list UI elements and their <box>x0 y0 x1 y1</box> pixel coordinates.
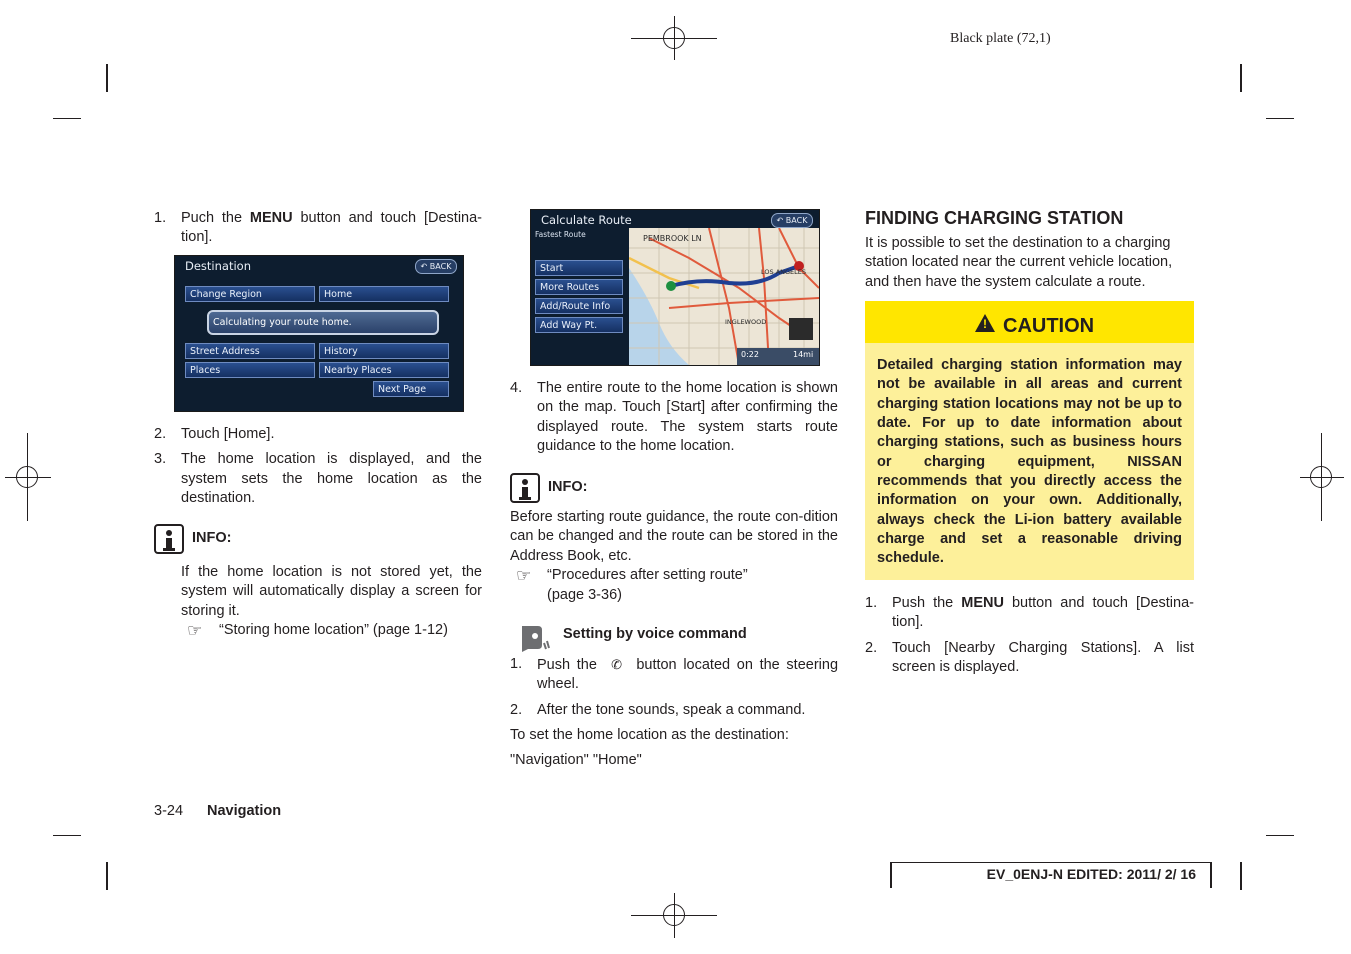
talk-button-icon: ✆ <box>611 657 623 672</box>
eta-label: 0:22 <box>741 350 759 359</box>
voice-command-example: "Navigation" "Home" <box>510 751 642 768</box>
home-button[interactable]: Home <box>319 286 449 302</box>
step-item: 1. Puch the MENU button and touch [Destina-tion]. <box>154 210 482 246</box>
city-label: INGLEWOOD <box>725 318 767 326</box>
route-map[interactable] <box>629 228 819 365</box>
calculate-route-screen <box>530 209 820 366</box>
destination-screen <box>174 255 464 412</box>
plate-label: Black plate (72,1) <box>950 31 1051 46</box>
back-button[interactable]: ↶ BACK <box>771 213 813 228</box>
column-right-steps <box>865 594 1194 684</box>
section-name: Navigation <box>207 803 282 819</box>
voice-command-icon <box>520 623 550 653</box>
page-reference: ☞ “Storing home location” (page 1-12) <box>187 621 448 641</box>
step-item: 2. After the tone sounds, speak a command. <box>510 701 806 718</box>
back-arrow-icon: ↶ <box>420 262 428 271</box>
step-item: 4. The entire route to the home location is shown on the map. Touch [Start] after confirming the displayed route. The system starts route guidance to the home location. <box>510 380 838 455</box>
add-route-info-button[interactable]: Add/Route Info <box>535 298 623 314</box>
page-number: 3-24 <box>154 803 184 819</box>
step-item: 2. Touch [Nearby Charging Stations]. A list screen is displayed. <box>865 639 1194 676</box>
edited-stamp: EV_0ENJ-N EDITED: 2011/ 2/ 16 <box>890 862 1212 888</box>
step-item: 1. Push the ✆ button located on the steering wheel. <box>510 656 839 693</box>
info-text: If the home location is not stored yet, the system will automatically display a screen for storing it. <box>181 564 482 619</box>
screen-title: Destination <box>185 259 251 273</box>
street-address-button[interactable]: Street Address <box>185 343 315 359</box>
route-type-label: Fastest Route <box>535 230 586 239</box>
step-item: 3. The home location is displayed, and the system sets the home location as the destination. <box>154 451 482 507</box>
street-label: PEMBROOK LN <box>643 234 702 243</box>
caution-header <box>865 301 1194 343</box>
start-button[interactable]: Start <box>535 260 623 276</box>
more-routes-button[interactable]: More Routes <box>535 279 623 295</box>
info-title: INFO: <box>192 530 232 546</box>
voice-steps <box>510 655 838 770</box>
column-left <box>154 209 482 254</box>
info-block-middle <box>510 473 838 605</box>
caution-body <box>865 343 1194 580</box>
step-item: 2. Touch [Home]. <box>154 426 275 442</box>
info-title: INFO: <box>548 479 588 495</box>
menu-keyword: MENU <box>961 595 1004 611</box>
screen-title: Calculate Route <box>541 213 632 227</box>
page-reference: ☞ “Procedures after setting route” (page 3-36) <box>516 566 748 603</box>
nearby-places-button[interactable]: Nearby Places <box>319 362 449 378</box>
section-title: FINDING CHARGING STATION <box>865 208 1124 228</box>
info-icon <box>154 524 184 554</box>
menu-keyword: MENU <box>249 210 293 226</box>
voice-instruction: To set the home location as the destination: <box>510 727 789 744</box>
back-button[interactable]: ↶ BACK <box>415 259 457 274</box>
map-drawing <box>629 228 819 365</box>
add-way-point-button[interactable]: Add Way Pt. <box>535 317 623 333</box>
column-middle <box>510 379 838 463</box>
section-intro: It is possible to set the destination to a charging station located near the current vehicle location, and then have the system calculate a route. <box>865 235 1173 290</box>
info-icon <box>510 473 540 503</box>
info-text: Before starting route guidance, the route con-dition can be changed and the route can be stored in the Address Book, etc. <box>510 509 838 564</box>
places-button[interactable]: Places <box>185 362 315 378</box>
warning-triangle-icon <box>975 314 995 332</box>
change-region-button[interactable]: Change Region <box>185 286 315 302</box>
calculating-popup: Calculating your route home. <box>207 310 439 335</box>
info-block-left <box>154 524 482 641</box>
step-item: 1. Push the MENU button and touch [Destina-tion]. <box>865 595 1194 631</box>
hand-pointer-icon: ☞ <box>516 566 532 586</box>
caution-text: Detailed charging station information may not be available in all areas and current charging station locations may not be up to date. For up to date information about charging stations, such as business hours or charging equipment, NISSAN recommends that you directly access the information on your own. Additionally, always check the Li-ion battery available charge and set a reasonable driving schedule. <box>877 357 1182 567</box>
distance-label: 14mi <box>793 350 814 359</box>
caution-title: CAUTION <box>1003 315 1095 337</box>
next-page-button[interactable]: Next Page <box>373 381 449 397</box>
column-left-lower <box>154 425 482 515</box>
voice-section-title: Setting by voice command <box>563 626 747 642</box>
hand-pointer-icon: ☞ <box>187 621 203 641</box>
city-label: LOS ANGELES <box>761 268 807 276</box>
back-arrow-icon: ↶ <box>776 216 784 225</box>
history-button[interactable]: History <box>319 343 449 359</box>
